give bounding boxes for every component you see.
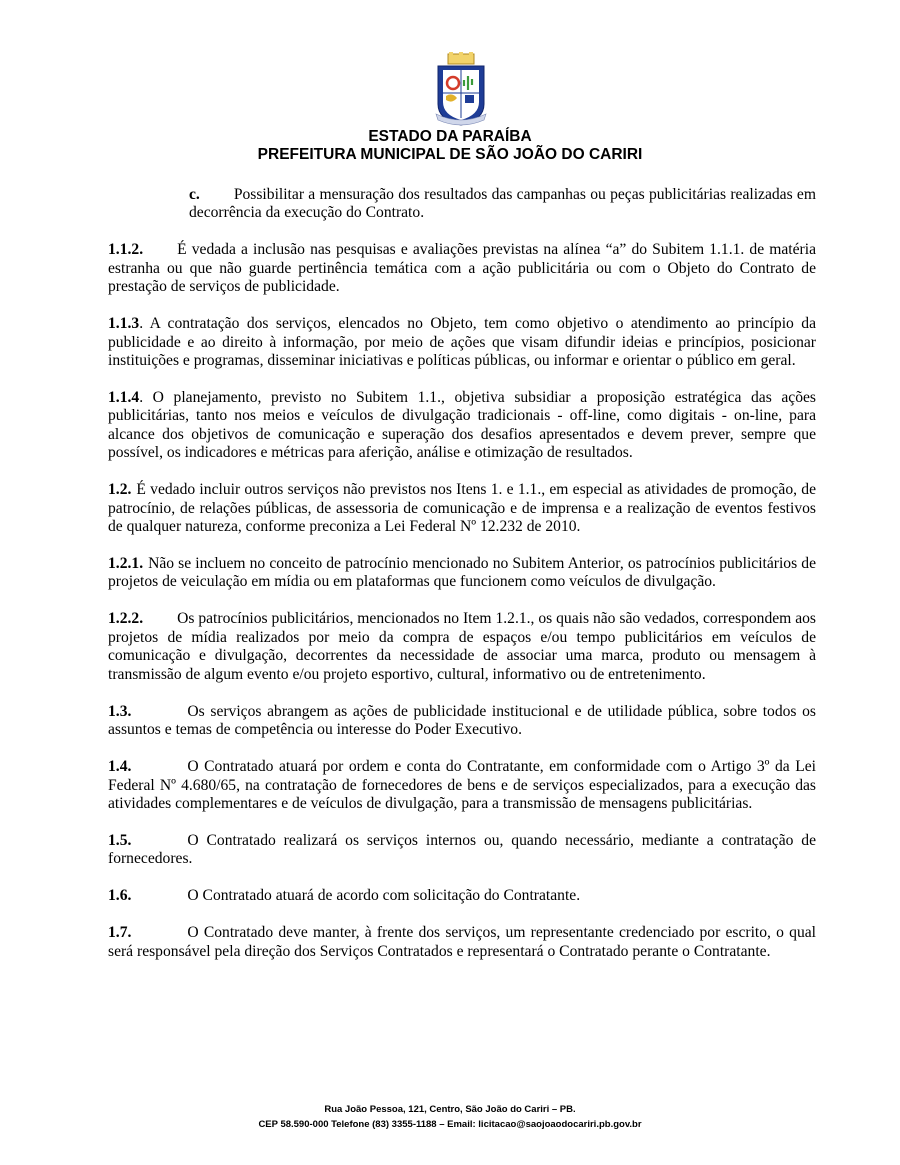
municipal-coat-of-arms-icon — [432, 52, 490, 126]
paragraph-1-2 — [108, 481, 816, 536]
paragraph-1-1-4 — [108, 389, 816, 463]
header-state-name: ESTADO DA PARAÍBA — [368, 128, 532, 145]
footer-contact: CEP 58.590-000 Telefone (83) 3355-1188 – Email: licitacao@saojoaodocariri.pb.gov.br — [258, 1119, 642, 1130]
item-number: 1.2.2. — [108, 610, 144, 628]
paragraph-text: O Contratado deve manter, à frente dos serviços, um representante credenciado por escrito, o qual será responsável pela direção dos Serviços Contratados e representará o Contratado perante o Contratante. — [108, 924, 816, 960]
item-number: 1.4. — [108, 758, 132, 776]
document-body — [108, 186, 816, 980]
paragraph-1-7 — [108, 924, 816, 961]
header-municipality-name: PREFEITURA MUNICIPAL DE SÃO JOÃO DO CARIRI — [257, 146, 643, 163]
footer-address: Rua João Pessoa, 121, Centro, São João do Cariri – PB. — [324, 1104, 576, 1115]
paragraph-text: . A contratação dos serviços, elencados no Objeto, tem como objetivo o atendimento ao princípio da publicidade e ao direito à informação, por meio de ações que visam difundir ideias e princípios, posicionar instituições e programas, disseminar iniciativas e políticas públicas, ou informar e orientar o público em geral. — [108, 315, 816, 370]
item-number: 1.2. — [108, 481, 132, 499]
item-number: 1.3. — [108, 702, 132, 720]
paragraph-text: Possibilitar a mensuração dos resultados das campanhas ou peças publicitárias realizadas em decorrência da execução do Contrato. — [189, 186, 816, 222]
paragraph-1-1-3 — [108, 315, 816, 370]
item-number: 1.5. — [108, 831, 132, 849]
paragraph-text: O Contratado atuará por ordem e conta do Contratante, em conformidade com o Artigo 3º da Lei Federal Nº 4.680/65, na contratação de fornecedores de bens e de serviços especializados, para a execução das atividades complementares e de veículos de divulgação, para a transmissão de mensagens publicitárias. — [108, 758, 816, 812]
paragraph-1-2-1 — [108, 555, 816, 592]
paragraph-text: É vedado incluir outros serviços não previstos nos Itens 1. e 1.1., em especial as atividades de promoção, de patrocínio, de relações públicas, de assessoria de comunicação e de imprensa e a realização de eventos festivos de qualquer natureza, conforme preconiza a Lei Federal Nº 12.232 de 2010. — [108, 481, 816, 536]
paragraph-text: Não se incluem no conceito de patrocínio mencionado no Subitem Anterior, os patrocínios publicitários de projetos de veiculação em mídia ou em plataformas que funcionem como veículos de divulgação. — [108, 555, 816, 591]
item-number: 1.1.3 — [108, 315, 140, 333]
item-number: 1.1.4 — [108, 389, 140, 407]
paragraph-1-3 — [108, 703, 816, 740]
paragraph-1-1-2 — [108, 241, 816, 296]
item-number: 1.2.1. — [108, 555, 144, 573]
item-number: 1.1.2. — [108, 241, 144, 259]
paragraph-text: O Contratado atuará de acordo com solicitação do Contratante. — [187, 887, 581, 905]
paragraph-text: . O planejamento, previsto no Subitem 1.1., objetiva subsidiar a proposição estratégica das ações publicitárias, tanto nos meios e veículos de divulgação tradicionais - off-line, como digitais - on-line, para alcance dos objetivos de comunicação e superação dos desafios apresentados e devem prever, sempre que possível, os indicadores e métricas para aferição, análise e otimização de resultados. — [108, 389, 816, 462]
paragraph-1-5 — [108, 832, 816, 869]
paragraph-1-4 — [108, 758, 816, 813]
item-number: 1.6. — [108, 887, 132, 905]
paragraph-text: Os serviços abrangem as ações de publicidade institucional e de utilidade pública, sobre todos os assuntos e temas de competência ou interesse do Poder Executivo. — [108, 702, 816, 739]
paragraph-text: Os patrocínios publicitários, mencionados no Item 1.2.1., os quais não são vedados, correspondem aos projetos de mídia realizados por meio da compra de espaços e/ou tempo publicitários em veículos de comunicação e divulgação, decorrentes da necessidade de associar uma marca, produto ou mensagem à transmissão de algum evento e/ou projeto esportivo, cultural, informativo ou de entretenimento. — [108, 610, 816, 683]
paragraph-text: É vedada a inclusão nas pesquisas e avaliações previstas na alínea “a” do Subitem 1.1.1. de matéria estranha ou que não guarde pertinência temática com a ação publicitária ou com o Objeto do Contrato de prestação de serviços de publicidade. — [108, 241, 816, 296]
paragraph-text: O Contratado realizará os serviços internos ou, quando necessário, mediante a contratação de fornecedores. — [108, 831, 816, 868]
paragraph-c — [108, 186, 816, 223]
paragraph-1-2-2 — [108, 610, 816, 684]
paragraph-1-6 — [108, 887, 816, 905]
item-number: 1.7. — [108, 924, 132, 942]
item-number: c. — [189, 186, 200, 203]
